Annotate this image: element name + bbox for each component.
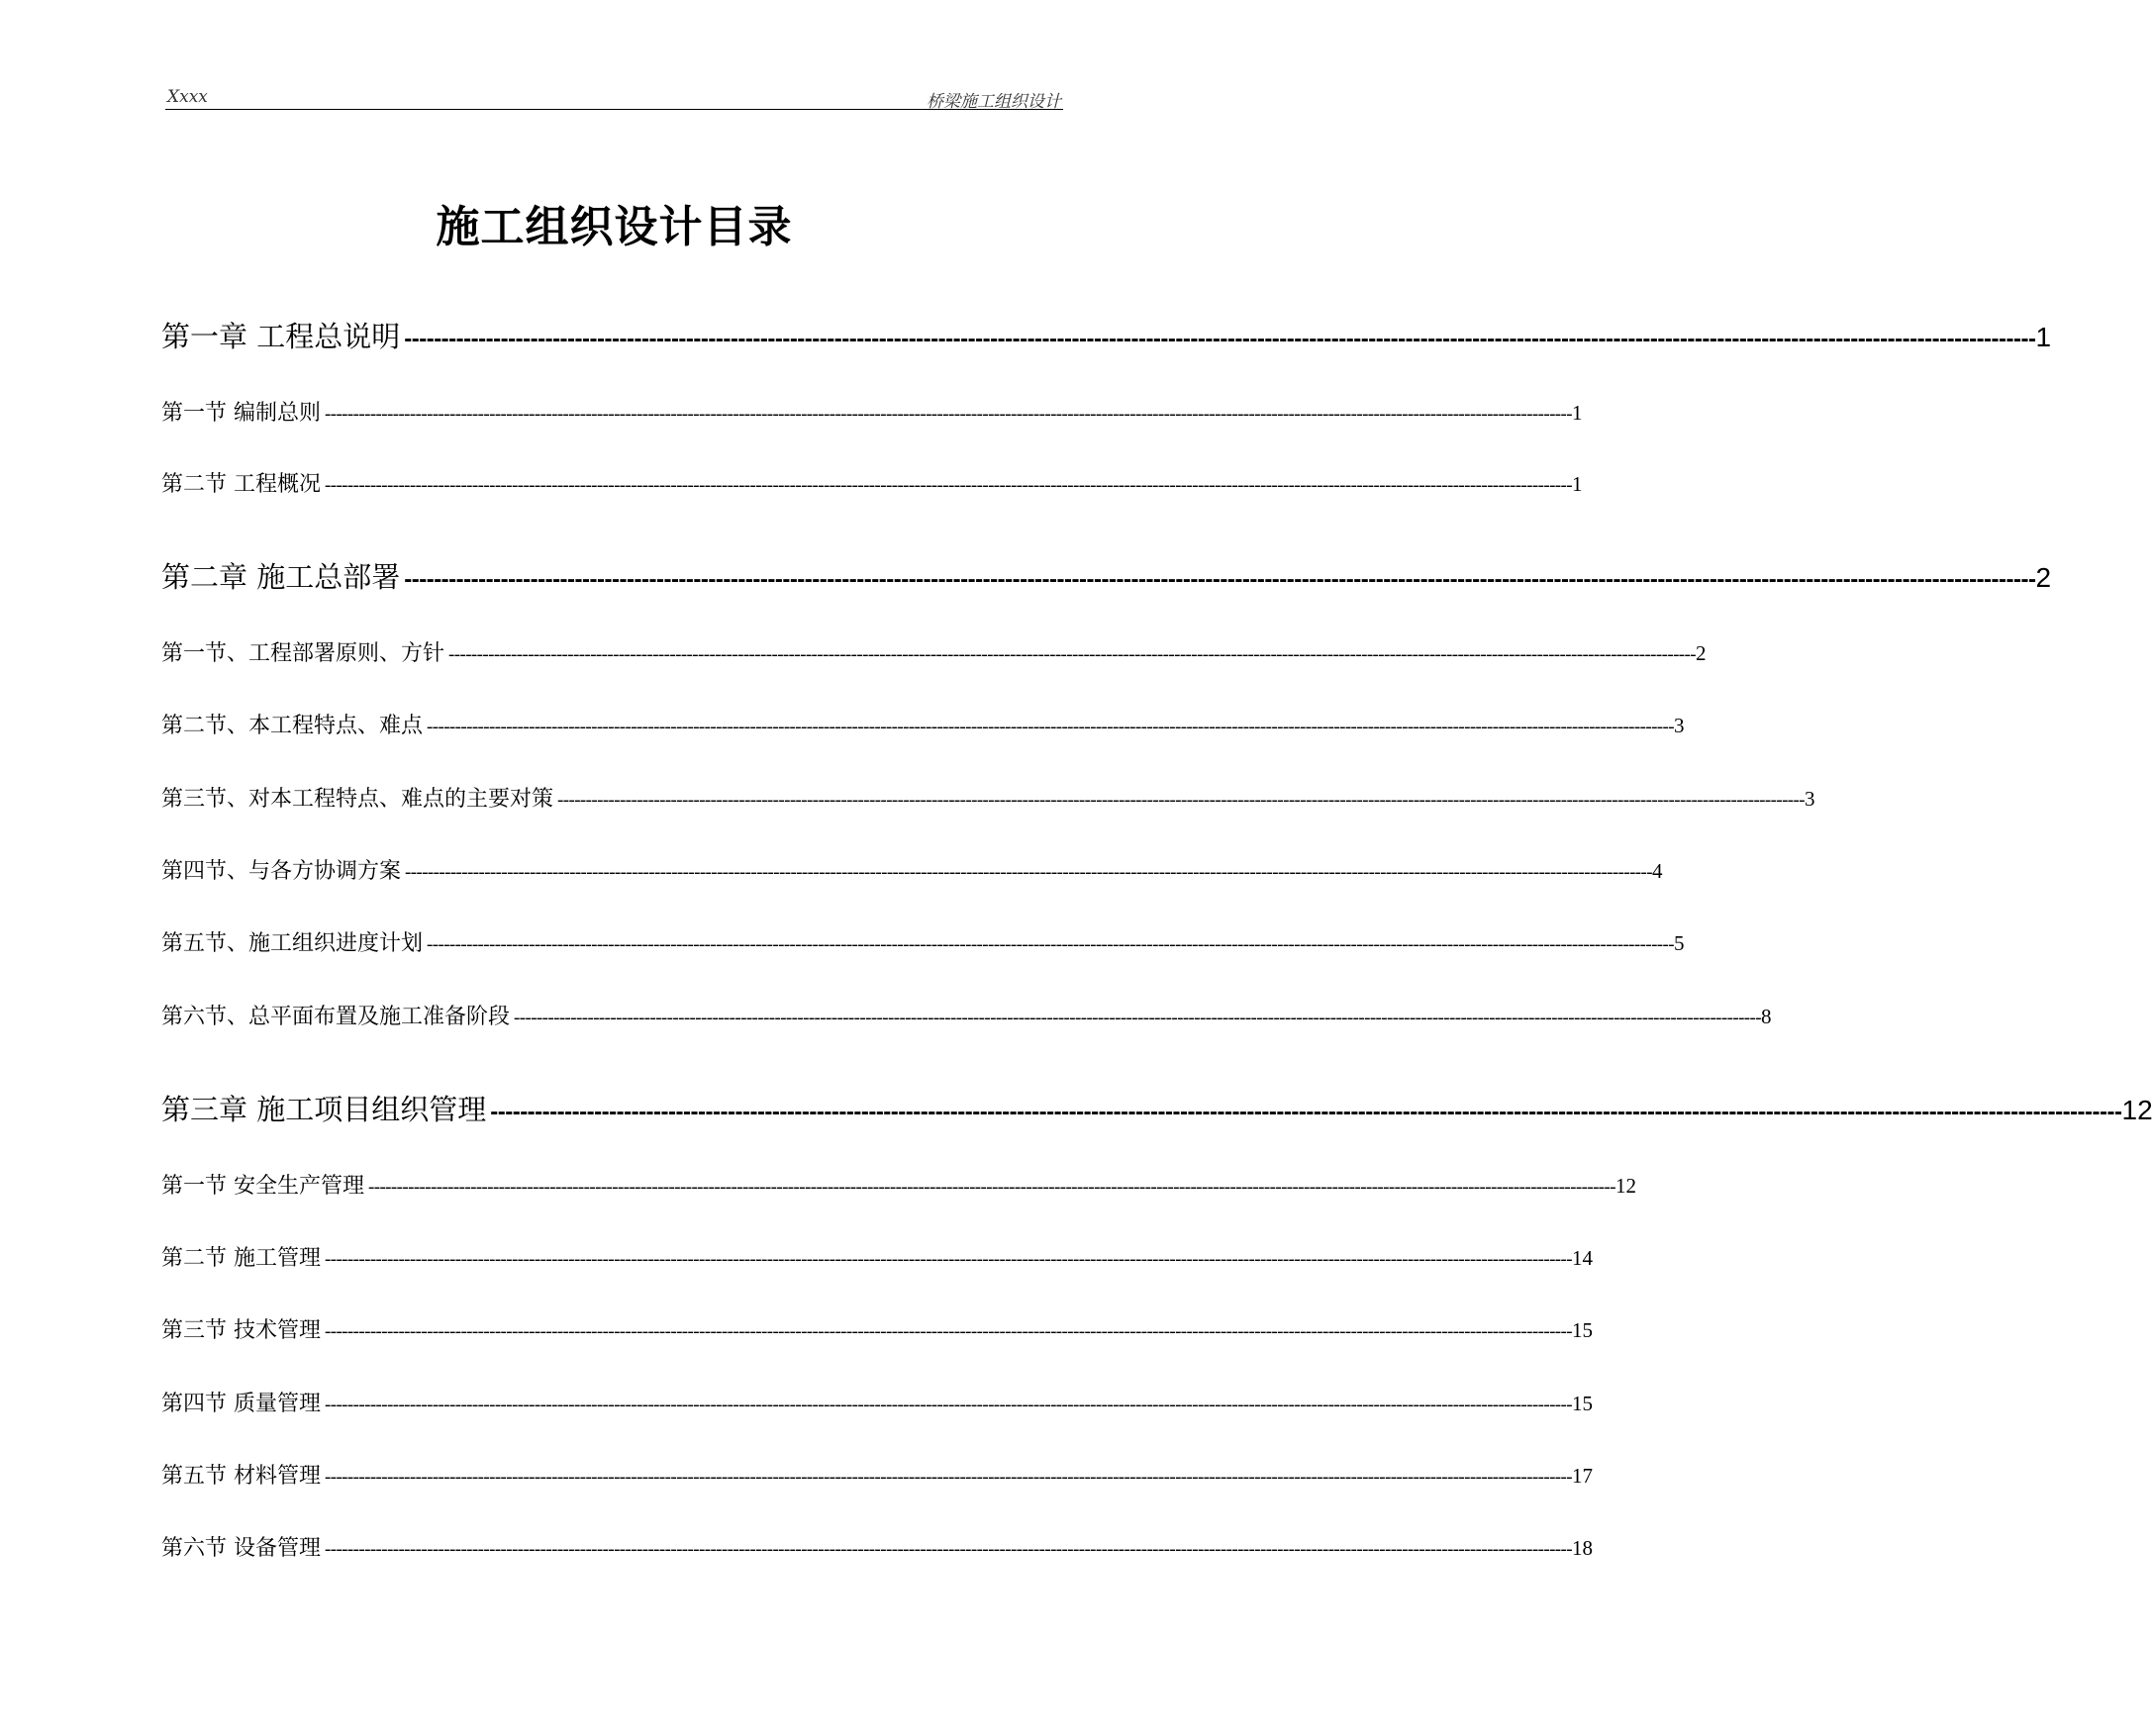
toc-section-2-3[interactable] (161, 782, 1815, 813)
toc-dot-leader: ---------------------------------------------------------------------------------------------------------------------------------------------------------------------------------------------------------------------------- (514, 1008, 1761, 1028)
toc-entry-page: 12 (1615, 1174, 1636, 1198)
toc-section-2-4[interactable] (161, 854, 1663, 885)
toc-dot-leader: ---------------------------------------------------------------------------------------------------------------------------------------------------------------------------------------------------------------------------- (368, 1177, 1615, 1198)
toc-chapter-1[interactable] (161, 315, 2052, 355)
toc-entry-page: 15 (1571, 1318, 1593, 1342)
toc-entry-label: 第一节、工程部署原则、方针 (161, 641, 445, 666)
toc-dot-leader: ---------------------------------------------------------------------------------------------------------------------------------------------------------------------------------------------------------------------------- (404, 566, 2036, 593)
toc-entry-page: 2 (1696, 641, 1707, 665)
toc-section-3-4[interactable] (161, 1387, 1593, 1417)
toc-entry-label: 第一章 工程总说明 (161, 320, 401, 353)
toc-entry-label: 第三章 施工项目组织管理 (161, 1093, 487, 1126)
toc-dot-leader: ---------------------------------------------------------------------------------------------------------------------------------------------------------------------------------------------------------------------------- (325, 1467, 1572, 1488)
toc-entry-page: 14 (1571, 1246, 1593, 1270)
toc-chapter-2[interactable] (161, 555, 2052, 596)
toc-dot-leader: ---------------------------------------------------------------------------------------------------------------------------------------------------------------------------------------------------------------------------- (404, 326, 2036, 352)
toc-entry-label: 第二节 施工管理 (161, 1246, 321, 1271)
toc-dot-leader: ---------------------------------------------------------------------------------------------------------------------------------------------------------------------------------------------------------------------------- (490, 1099, 2122, 1125)
toc-entry-page: 1 (1571, 401, 1583, 425)
toc-section-1-2[interactable] (161, 467, 1583, 498)
toc-section-3-5[interactable] (161, 1459, 1593, 1490)
toc-dot-leader: ---------------------------------------------------------------------------------------------------------------------------------------------------------------------------------------------------------------------------- (427, 717, 1674, 737)
toc-entry-page: 3 (1805, 787, 1815, 811)
toc-section-1-1[interactable] (161, 396, 1583, 427)
document-title: 施工组织设计目录 (436, 202, 793, 252)
toc-entry-page: 8 (1761, 1005, 1772, 1028)
toc-dot-leader: ---------------------------------------------------------------------------------------------------------------------------------------------------------------------------------------------------------------------------- (325, 1321, 1572, 1342)
toc-entry-page: 12 (2121, 1095, 2153, 1125)
toc-entry-label: 第一节 编制总则 (161, 401, 321, 426)
toc-entry-label: 第三节 技术管理 (161, 1318, 321, 1343)
toc-section-3-2[interactable] (161, 1241, 1593, 1272)
toc-section-3-1[interactable] (161, 1169, 1636, 1200)
toc-entry-page: 18 (1571, 1536, 1593, 1560)
toc-dot-leader: ---------------------------------------------------------------------------------------------------------------------------------------------------------------------------------------------------------------------------- (325, 1395, 1572, 1415)
toc-entry-label: 第二节 工程概况 (161, 472, 321, 497)
toc-entry-page: 3 (1674, 714, 1685, 737)
toc-dot-leader: ---------------------------------------------------------------------------------------------------------------------------------------------------------------------------------------------------------------------------- (448, 644, 1696, 665)
toc-section-3-3[interactable] (161, 1313, 1593, 1344)
toc-entry-label: 第二节、本工程特点、难点 (161, 714, 424, 738)
toc-entry-page: 15 (1571, 1392, 1593, 1415)
toc-chapter-3[interactable] (161, 1088, 2153, 1128)
toc-dot-leader: ---------------------------------------------------------------------------------------------------------------------------------------------------------------------------------------------------------------------------- (325, 1249, 1572, 1270)
toc-entry-page: 5 (1674, 931, 1685, 955)
toc-entry-page: 2 (2035, 562, 2052, 593)
toc-entry-label: 第五节、施工组织进度计划 (161, 931, 424, 956)
toc-dot-leader: ---------------------------------------------------------------------------------------------------------------------------------------------------------------------------------------------------------------------------- (557, 790, 1805, 811)
toc-entry-label: 第一节 安全生产管理 (161, 1174, 364, 1199)
toc-dot-leader: ---------------------------------------------------------------------------------------------------------------------------------------------------------------------------------------------------------------------------- (325, 475, 1572, 496)
header-right-text: 桥梁施工组织设计 (927, 92, 1061, 112)
toc-dot-leader: ---------------------------------------------------------------------------------------------------------------------------------------------------------------------------------------------------------------------------- (405, 862, 1652, 883)
toc-section-2-1[interactable] (161, 636, 1707, 667)
table-of-contents (161, 0, 2153, 1736)
toc-dot-leader: ---------------------------------------------------------------------------------------------------------------------------------------------------------------------------------------------------------------------------- (325, 404, 1572, 425)
toc-dot-leader: ---------------------------------------------------------------------------------------------------------------------------------------------------------------------------------------------------------------------------- (325, 1539, 1572, 1560)
toc-section-2-6[interactable] (161, 1000, 1772, 1030)
toc-entry-label: 第六节 设备管理 (161, 1536, 321, 1561)
toc-entry-label: 第四节 质量管理 (161, 1392, 321, 1416)
toc-entry-label: 第五节 材料管理 (161, 1464, 321, 1489)
toc-entry-label: 第四节、与各方协调方案 (161, 859, 402, 884)
toc-entry-page: 1 (1571, 472, 1583, 496)
toc-section-2-5[interactable] (161, 926, 1685, 957)
toc-entry-label: 第三节、对本工程特点、难点的主要对策 (161, 787, 554, 812)
toc-entry-page: 4 (1652, 859, 1663, 883)
toc-entry-label: 第六节、总平面布置及施工准备阶段 (161, 1005, 511, 1029)
toc-entry-page: 1 (2035, 322, 2052, 352)
toc-entry-page: 17 (1571, 1464, 1593, 1488)
toc-section-2-2[interactable] (161, 709, 1685, 739)
header-left-text: Xxxx (167, 87, 208, 107)
toc-dot-leader: ---------------------------------------------------------------------------------------------------------------------------------------------------------------------------------------------------------------------------- (427, 934, 1674, 955)
toc-entry-label: 第二章 施工总部署 (161, 560, 401, 594)
toc-section-3-6[interactable] (161, 1531, 1593, 1562)
